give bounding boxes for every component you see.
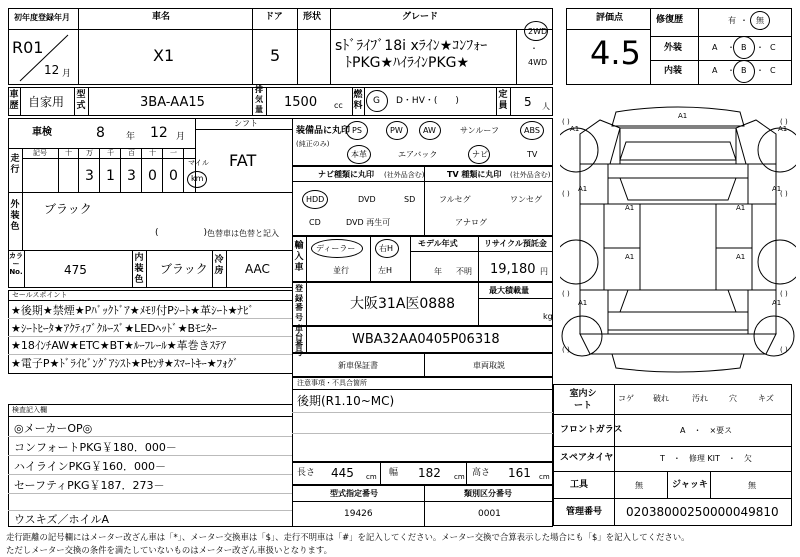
damage-mark: A1 (578, 185, 588, 193)
width-value: 182 (418, 466, 441, 480)
int-opt: ・ (727, 66, 735, 75)
height-value: 161 (508, 466, 531, 480)
damage-mark: A1 (772, 185, 782, 193)
record-line: ◎メーカーOP◎ (14, 422, 93, 435)
drive-4wd: 4WD (528, 58, 548, 67)
tv-label: TV 種類に丸印 (447, 170, 502, 179)
repair-opt: 有 (728, 16, 736, 25)
regno-value: 大阪31A医0888 (350, 296, 456, 312)
capacity-unit: 人 (542, 102, 550, 111)
length-label: 長さ (297, 468, 316, 478)
navi-item: DVD (358, 195, 376, 204)
capacity-value: 5 (524, 95, 532, 109)
model-label: 型式 (76, 90, 86, 111)
type-no-value: 19426 (344, 509, 373, 519)
model-value: 3BA-AA15 (140, 95, 205, 110)
drive-dot: ・ (530, 44, 538, 53)
type-no-label: 型式指定番号 (330, 489, 378, 498)
jack-value: 無 (748, 481, 756, 490)
ext-opt: A (712, 43, 718, 52)
equip-item: 本革 (351, 150, 367, 159)
model-year-label: モデル年式 (418, 239, 458, 248)
record-line: ハイラインPKG￥160．000－ (14, 460, 167, 473)
interior-item: 穴 (729, 394, 737, 403)
fuel-g: G (373, 96, 380, 106)
warranty-new-car: 新車保証書 (338, 361, 378, 370)
score-label: 評価点 (596, 13, 624, 23)
interior-item: キズ (758, 394, 774, 403)
int-opt: C (770, 66, 776, 75)
repair-label: 修復歴 (656, 15, 684, 25)
unit-km: km (191, 174, 204, 183)
recycle-value: 19,180 (490, 262, 536, 277)
navi-item: HDD (306, 195, 325, 204)
damage-mark: A1 (625, 204, 635, 212)
ext-opt: C (770, 43, 776, 52)
mileage-digit: 1 (106, 168, 115, 184)
svg-text:( ): ( ) (562, 290, 570, 298)
jack-label: ジャッキ (672, 480, 708, 490)
digit-label: 十 (65, 149, 72, 157)
score-value: 4.5 (590, 34, 641, 72)
digit-label: 万 (86, 149, 93, 157)
class-no-value: 0001 (478, 509, 501, 519)
mileage-digit: 3 (85, 168, 94, 184)
grade-label: グレード (402, 12, 439, 22)
glass-value: A ・ ×要ス (680, 426, 733, 435)
spare-value: T ・ 修理 KIT ・ 欠 (660, 454, 752, 463)
int-opt: B (741, 66, 747, 75)
equip-item: ABS (524, 126, 540, 135)
svg-text:( ): ( ) (780, 118, 788, 126)
capacity-label: 定員 (498, 90, 508, 111)
unit-mile: マイル (188, 159, 209, 167)
ext-opt: ・ (756, 43, 764, 52)
mileage-sub-label: 記号 (33, 149, 47, 157)
row2-table (8, 87, 553, 116)
exterior-label: 外装 (664, 43, 683, 53)
inspect-year-unit: 年 (126, 132, 136, 142)
record-label: 検査記入欄 (12, 406, 47, 414)
sales-line: ★電子P★ﾄﾞﾗｲﾋﾞﾝｸﾞｱｼｽﾄ★Pｾﾝｻ★ｽﾏｰﾄｷｰ★ﾌｫｸﾞ (11, 357, 239, 370)
import-parallel: 並行 (333, 266, 349, 275)
disp-value: 1500 (284, 95, 318, 110)
svg-text:( ): ( ) (562, 118, 570, 126)
import-label: 輸入車 (294, 241, 304, 273)
interior-item: 汚れ (692, 394, 708, 403)
equip-item: ナビ (472, 150, 488, 159)
inspect-year: 8 (96, 125, 105, 141)
first-reg-label: 初年度登録年月 (14, 13, 70, 22)
damage-mark: A1 (678, 112, 688, 120)
first-reg-month: 12 (44, 63, 60, 77)
recycle-label: リサイクル預託金 (484, 239, 547, 248)
recycle-unit: 円 (540, 267, 548, 276)
first-reg-year: R01 (12, 38, 44, 57)
car-name-value: X1 (153, 46, 175, 65)
height-label: 高さ (472, 468, 491, 478)
inspect-month-unit: 月 (176, 132, 186, 142)
door-value: 5 (270, 46, 281, 65)
glass-label: フロントガラス (560, 425, 623, 435)
interior-color-label: 内装色 (134, 253, 144, 285)
svg-text:( ): ( ) (562, 190, 570, 198)
colorno-label: カラーNo. (9, 252, 23, 276)
damage-mark: A1 (625, 253, 635, 261)
record-line: セーフティPKG￥187．273－ (14, 479, 165, 492)
width-unit: cm (454, 473, 465, 481)
int-opt: A (712, 66, 718, 75)
damage-mark: A1 (570, 125, 580, 133)
color-label: 外装色 (10, 200, 20, 232)
grade-line2: ﾄPKG★ﾊｲﾗｲﾝPKG★ (345, 55, 470, 71)
door-label: ドア (265, 12, 283, 22)
ext-opt: B (741, 43, 747, 52)
height-unit: cm (539, 473, 550, 481)
import-dealer: ディーラー (316, 244, 356, 253)
notes-value: 後期(R1.10~MC) (297, 394, 395, 408)
tv-item: フルセグ (439, 195, 471, 204)
disp-unit: cc (334, 101, 343, 110)
equip-item: サンルーフ (460, 126, 499, 135)
damage-mark: A1 (778, 125, 788, 133)
model-year-unit: 年 (434, 267, 442, 276)
sales-label: セールスポイント (12, 291, 68, 299)
maxload-label: 最大積載量 (489, 286, 529, 295)
sales-line: ★ｼｰﾄﾋｰﾀ★ｱｸﾃｨﾌﾞｸﾙｰｽﾞ★LEDﾍｯﾄﾞ★Bﾓﾆﾀｰ (11, 322, 218, 335)
equip-label: 装備品に丸印 (296, 126, 351, 136)
mileage-digit: 3 (127, 168, 136, 184)
record-line: ウスキズ／ホイルA (14, 513, 109, 526)
record-line: コンフォートPKG￥180．000－ (14, 441, 177, 454)
damage-mark: A1 (578, 299, 588, 307)
digit-label: 百 (128, 149, 135, 157)
equip-item: AW (423, 126, 436, 135)
shift-value: FAT (229, 151, 257, 170)
colorno-value: 475 (64, 263, 87, 277)
length-value: 445 (331, 466, 354, 480)
svg-text:( ): ( ) (780, 290, 788, 298)
digit-label: 千 (107, 149, 114, 157)
interior-color-value: ブラック (160, 262, 208, 276)
grade-line1: sﾄﾞﾗｲﾌﾞ18i xﾗｲﾝ★ｺﾝﾌｫｰ (335, 38, 488, 54)
import-right: 右H (379, 244, 394, 253)
vin-label: 車台番号 (295, 324, 303, 357)
kubun-value: 自家用 (28, 95, 65, 109)
repair-opt: 無 (756, 16, 764, 25)
mileage-label: 走行 (10, 154, 20, 175)
damage-mark: A1 (772, 299, 782, 307)
model-year-value: 不明 (456, 267, 472, 276)
car-name-label: 車名 (152, 12, 171, 22)
tv-item: アナログ (455, 218, 487, 227)
navi-item: SD (404, 195, 416, 204)
repair-opt: ・ (740, 16, 748, 25)
car-damage-diagram (560, 104, 796, 374)
tool-value: 無 (635, 481, 643, 490)
warranty-box (292, 353, 553, 377)
digit-label: 一 (170, 149, 177, 157)
inspect-month: 12 (150, 125, 168, 141)
month-unit: 月 (62, 69, 72, 79)
disp-label: 排気量 (255, 85, 263, 114)
footer-note-1: 走行距離の記号欄にはメーター改ざん車は「*」、メーター交換車は「$」、走行不明車は「#」を記入してください。メーター交換で合算表示した場合にも「$」を記入してください。 (6, 532, 690, 542)
spare-label: スペアタイヤ (560, 453, 614, 463)
damage-mark: A1 (736, 204, 746, 212)
color-change-note: 色替車は色替と記入 (207, 229, 279, 238)
class-no-label: 類別区分番号 (464, 489, 512, 498)
fuel-rest: D・HV・( ) (396, 96, 459, 106)
regno-label: 登録番号 (295, 284, 303, 322)
aircon-label: 冷房 (214, 255, 224, 276)
damage-mark: A1 (736, 253, 746, 261)
fuel-label: 燃料 (353, 90, 363, 111)
svg-text:( ): ( ) (562, 346, 570, 354)
tv-item: ワンセグ (510, 195, 542, 204)
color-value: ブラック (44, 202, 92, 216)
notes-label: 注意事項・不具合箇所 (297, 379, 367, 387)
color-change-paren: ( ) (155, 228, 208, 238)
sales-line: ★18ｲﾝﾁAW★ETC★BT★ﾙｰﾌﾚｰﾙ★革巻きｽﾃｱ (11, 339, 227, 352)
svg-text:( ): ( ) (780, 190, 788, 198)
sales-line: ★後期★禁煙★Pﾊﾞｯｸﾄﾞｱ★ﾒﾓﾘ付Pｼｰﾄ★革ｼｰﾄ★ﾅﾋﾞ (11, 304, 254, 317)
digit-label: 十 (149, 149, 156, 157)
shape-label: 形状 (303, 12, 322, 22)
interior-item: コゲ (618, 394, 634, 403)
interior-item: 破れ (653, 394, 669, 403)
equip-item: TV (527, 150, 538, 159)
maxload-unit: kg (543, 312, 553, 321)
inspect-label: 車検 (32, 127, 52, 138)
shift-label: シフト (234, 119, 258, 128)
tool-label: 工具 (570, 480, 589, 490)
mileage-digit: 0 (148, 168, 157, 184)
navi-sub: (社外品含む) (384, 171, 425, 179)
kubun-label: 車歴 (9, 90, 19, 111)
int-opt: ・ (756, 66, 764, 75)
footer-note-2: ただしメーター交換の条件を満たしていないものはメーター改ざん車扱いとなります。 (6, 545, 332, 555)
control-value: 02038000250000049810 (626, 505, 779, 519)
interior-label: 内装 (664, 66, 683, 76)
equip-item: エアバック (398, 150, 438, 159)
svg-text:( ): ( ) (780, 346, 788, 354)
drive-2wd: 2WD (528, 27, 548, 36)
length-unit: cm (366, 473, 377, 481)
equip-item: PW (390, 126, 403, 135)
interior-seat-label: 室内シート (569, 389, 597, 411)
mileage-digit: 0 (169, 168, 178, 184)
navi-item: DVD 再生可 (346, 218, 391, 227)
warranty-manual: 車両取説 (473, 361, 505, 370)
aircon-value: AAC (245, 262, 270, 276)
navi-label: ナビ種類に丸印 (318, 170, 374, 179)
equip-item: PS (352, 126, 362, 135)
tv-sub: (社外品含む) (510, 171, 551, 179)
vin-value: WBA32AA0405P06318 (352, 332, 500, 347)
import-left: 左H (378, 266, 393, 275)
navi-item: CD (309, 218, 321, 227)
control-label: 管理番号 (566, 507, 603, 517)
equip-sub: (純正のみ) (296, 140, 330, 148)
width-label: 幅 (389, 468, 399, 478)
ext-opt: ・ (727, 43, 735, 52)
